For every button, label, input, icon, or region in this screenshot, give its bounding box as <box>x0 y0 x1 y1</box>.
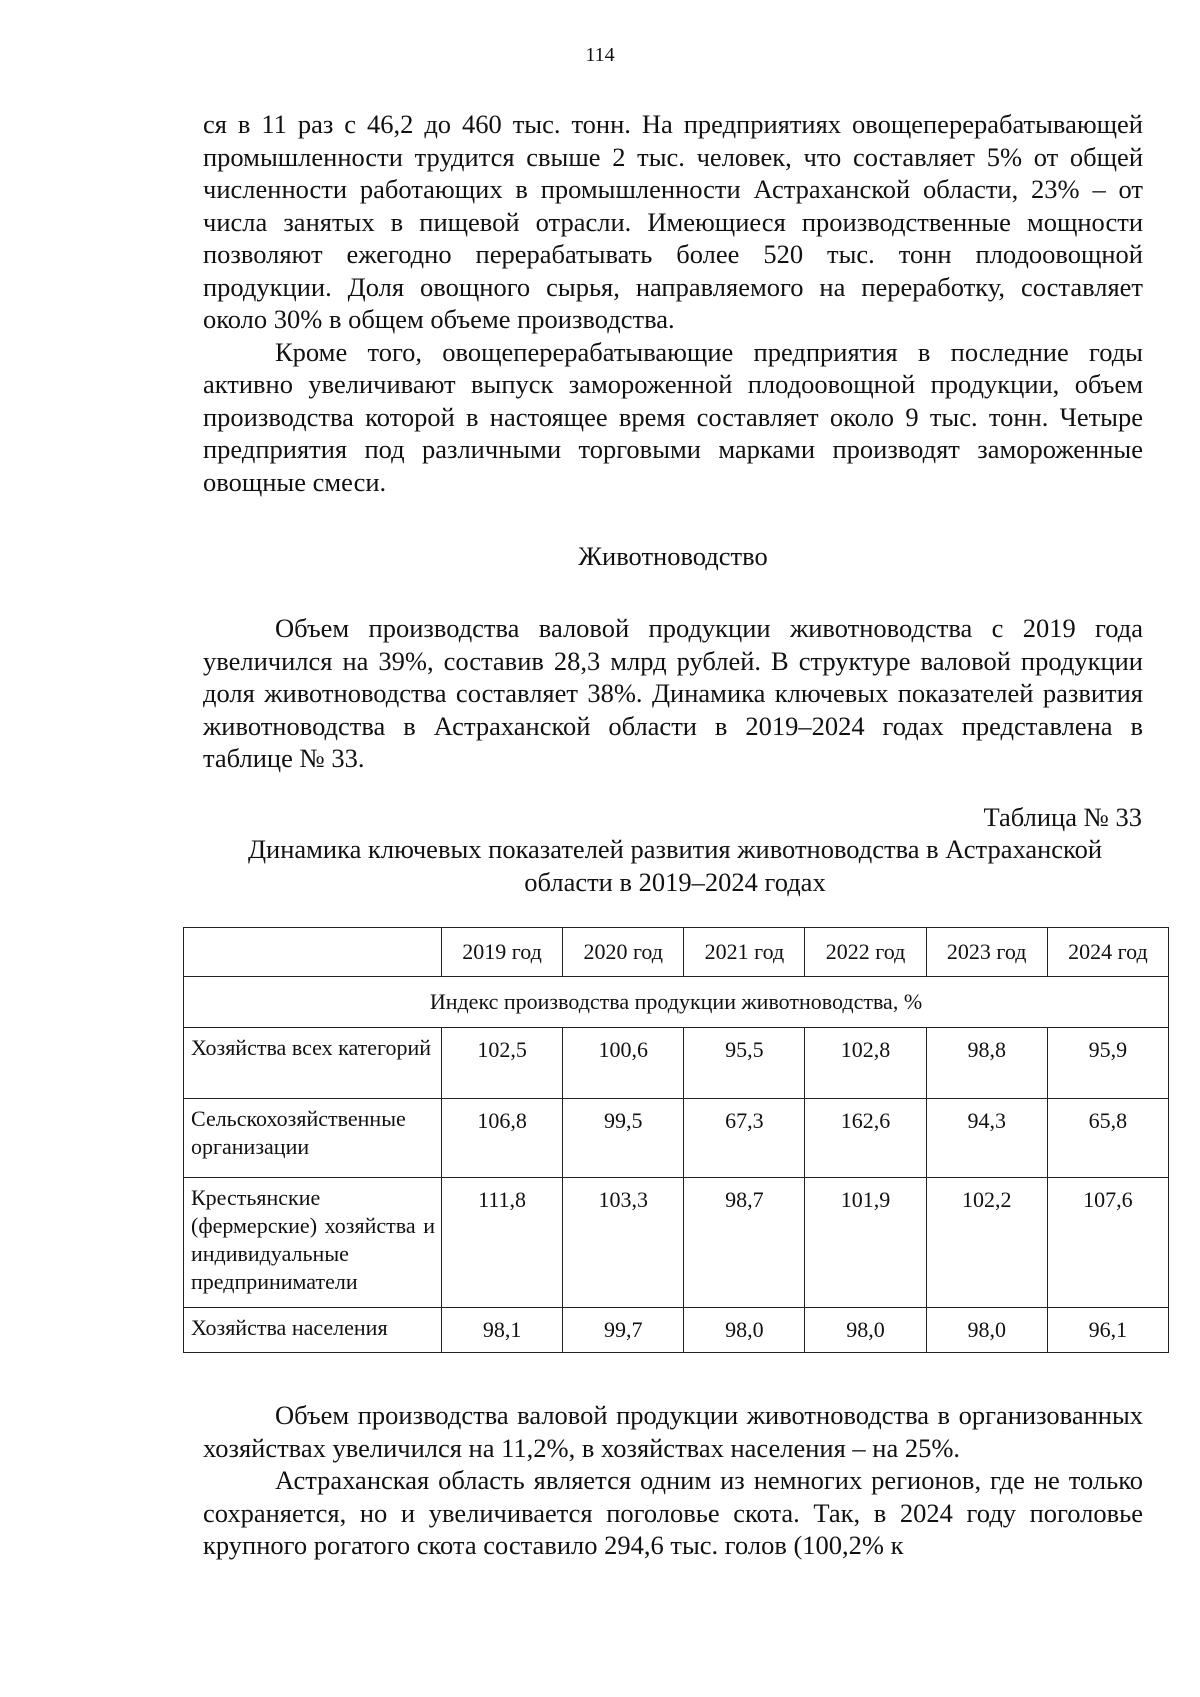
table-header-cell: 2019 год <box>442 928 563 977</box>
row-label: Сельскохозяйственные организации <box>184 1099 442 1178</box>
table-cell: 103,3 <box>563 1178 684 1308</box>
closing-text <box>203 1399 1143 1562</box>
section-heading: Животноводство <box>578 541 768 571</box>
table-cell: 65,8 <box>1047 1099 1168 1178</box>
table-cell: 96,1 <box>1047 1308 1168 1353</box>
table-row <box>184 1028 1169 1099</box>
table-title <box>200 833 1150 898</box>
table-header-cell: 2022 год <box>805 928 926 977</box>
table-cell: 106,8 <box>442 1099 563 1178</box>
intro-text <box>203 108 1143 498</box>
table-row <box>184 1308 1169 1353</box>
table-header-cell: 2021 год <box>684 928 805 977</box>
table-cell: 98,0 <box>684 1308 805 1353</box>
table-header-cell: 2023 год <box>926 928 1047 977</box>
table-cell: 98,0 <box>926 1308 1047 1353</box>
table-cell: 98,0 <box>805 1308 926 1353</box>
paragraph: Кроме того, овощеперерабатывающие предприятия в последние годы активно увеличивают выпуск замороженной плодоовощной продукции, объем производства которой в настоящее время составляет около 9 тыс. тонн. Четыре предприятия под различными торговыми марками производят замороженные овощные смеси. <box>203 336 1143 497</box>
paragraph: Объем производства валовой продукции животноводства в организованных хозяйствах увеличился на 11,2%, в хозяйствах населения – на 25%. <box>203 1400 1143 1463</box>
table-header-cell <box>184 928 442 977</box>
paragraph: Астраханская область является одним из немногих регионов, где не только сохраняется, но и увеличивается поголовье скота. Так, в 2024 году поголовье крупного рогатого скота составило 294,6 тыс. голов (100,2% к <box>203 1465 1143 1560</box>
data-table <box>183 927 1169 1353</box>
table-section-cell: Индекс производства продукции животноводства, % <box>184 977 1169 1028</box>
paragraph: Объем производства валовой продукции животноводства с 2019 года увеличился на 39%, составив 28,3 млрд рублей. В структуре валовой продукции доля животноводства составляет 38%. Динамика ключевых показателей развития животноводства в Астраханской области в 2019–2024 годах представлена в таблице № 33. <box>203 613 1143 773</box>
table-cell: 94,3 <box>926 1099 1047 1178</box>
table-cell: 107,6 <box>1047 1178 1168 1308</box>
table-section-row <box>184 977 1169 1028</box>
table-cell: 98,7 <box>684 1178 805 1308</box>
table-title-line: Динамика ключевых показателей развития животноводства в Астраханской <box>247 834 1103 864</box>
table-header-row <box>184 928 1169 977</box>
row-label: Крестьянские (фермерские) хозяйства и индивидуальные предприниматели <box>184 1178 442 1308</box>
row-label: Хозяйства населения <box>184 1308 442 1353</box>
table-row <box>184 1178 1169 1308</box>
page-number: 114 <box>585 44 615 66</box>
table-cell: 100,6 <box>563 1028 684 1099</box>
table-cell: 162,6 <box>805 1099 926 1178</box>
section-text <box>203 612 1143 775</box>
table-cell: 102,2 <box>926 1178 1047 1308</box>
table-cell: 102,8 <box>805 1028 926 1099</box>
table-title-line: области в 2019–2024 годах <box>524 866 826 897</box>
table-row <box>184 1099 1169 1178</box>
paragraph: ся в 11 раз с 46,2 до 460 тыс. тонн. На предприятиях овощеперерабатывающей промышленности трудится свыше 2 тыс. человек, что составляет 5% от общей численности работающих в промышленности Астраханской области, 23% – от числа занятых в пищевой отрасли. Имеющиеся производственные мощности позволяют ежегодно перерабатывать более 520 тыс. тонн плодоовощной продукции. Доля овощного сырья, направляемого на переработку, составляет около 30% в общем объеме производства. <box>203 109 1143 334</box>
table-cell: 95,9 <box>1047 1028 1168 1099</box>
table-cell: 99,7 <box>563 1308 684 1353</box>
table-cell: 98,1 <box>442 1308 563 1353</box>
table-cell: 111,8 <box>442 1178 563 1308</box>
table-cell: 99,5 <box>563 1099 684 1178</box>
row-label: Хозяйства всех категорий <box>184 1028 442 1099</box>
table-header-cell: 2024 год <box>1047 928 1168 977</box>
table-cell: 101,9 <box>805 1178 926 1308</box>
table-cell: 67,3 <box>684 1099 805 1178</box>
table-header-cell: 2020 год <box>563 928 684 977</box>
table-label: Таблица № 33 <box>983 802 1142 832</box>
table-cell: 95,5 <box>684 1028 805 1099</box>
table-cell: 98,8 <box>926 1028 1047 1099</box>
table-cell: 102,5 <box>442 1028 563 1099</box>
